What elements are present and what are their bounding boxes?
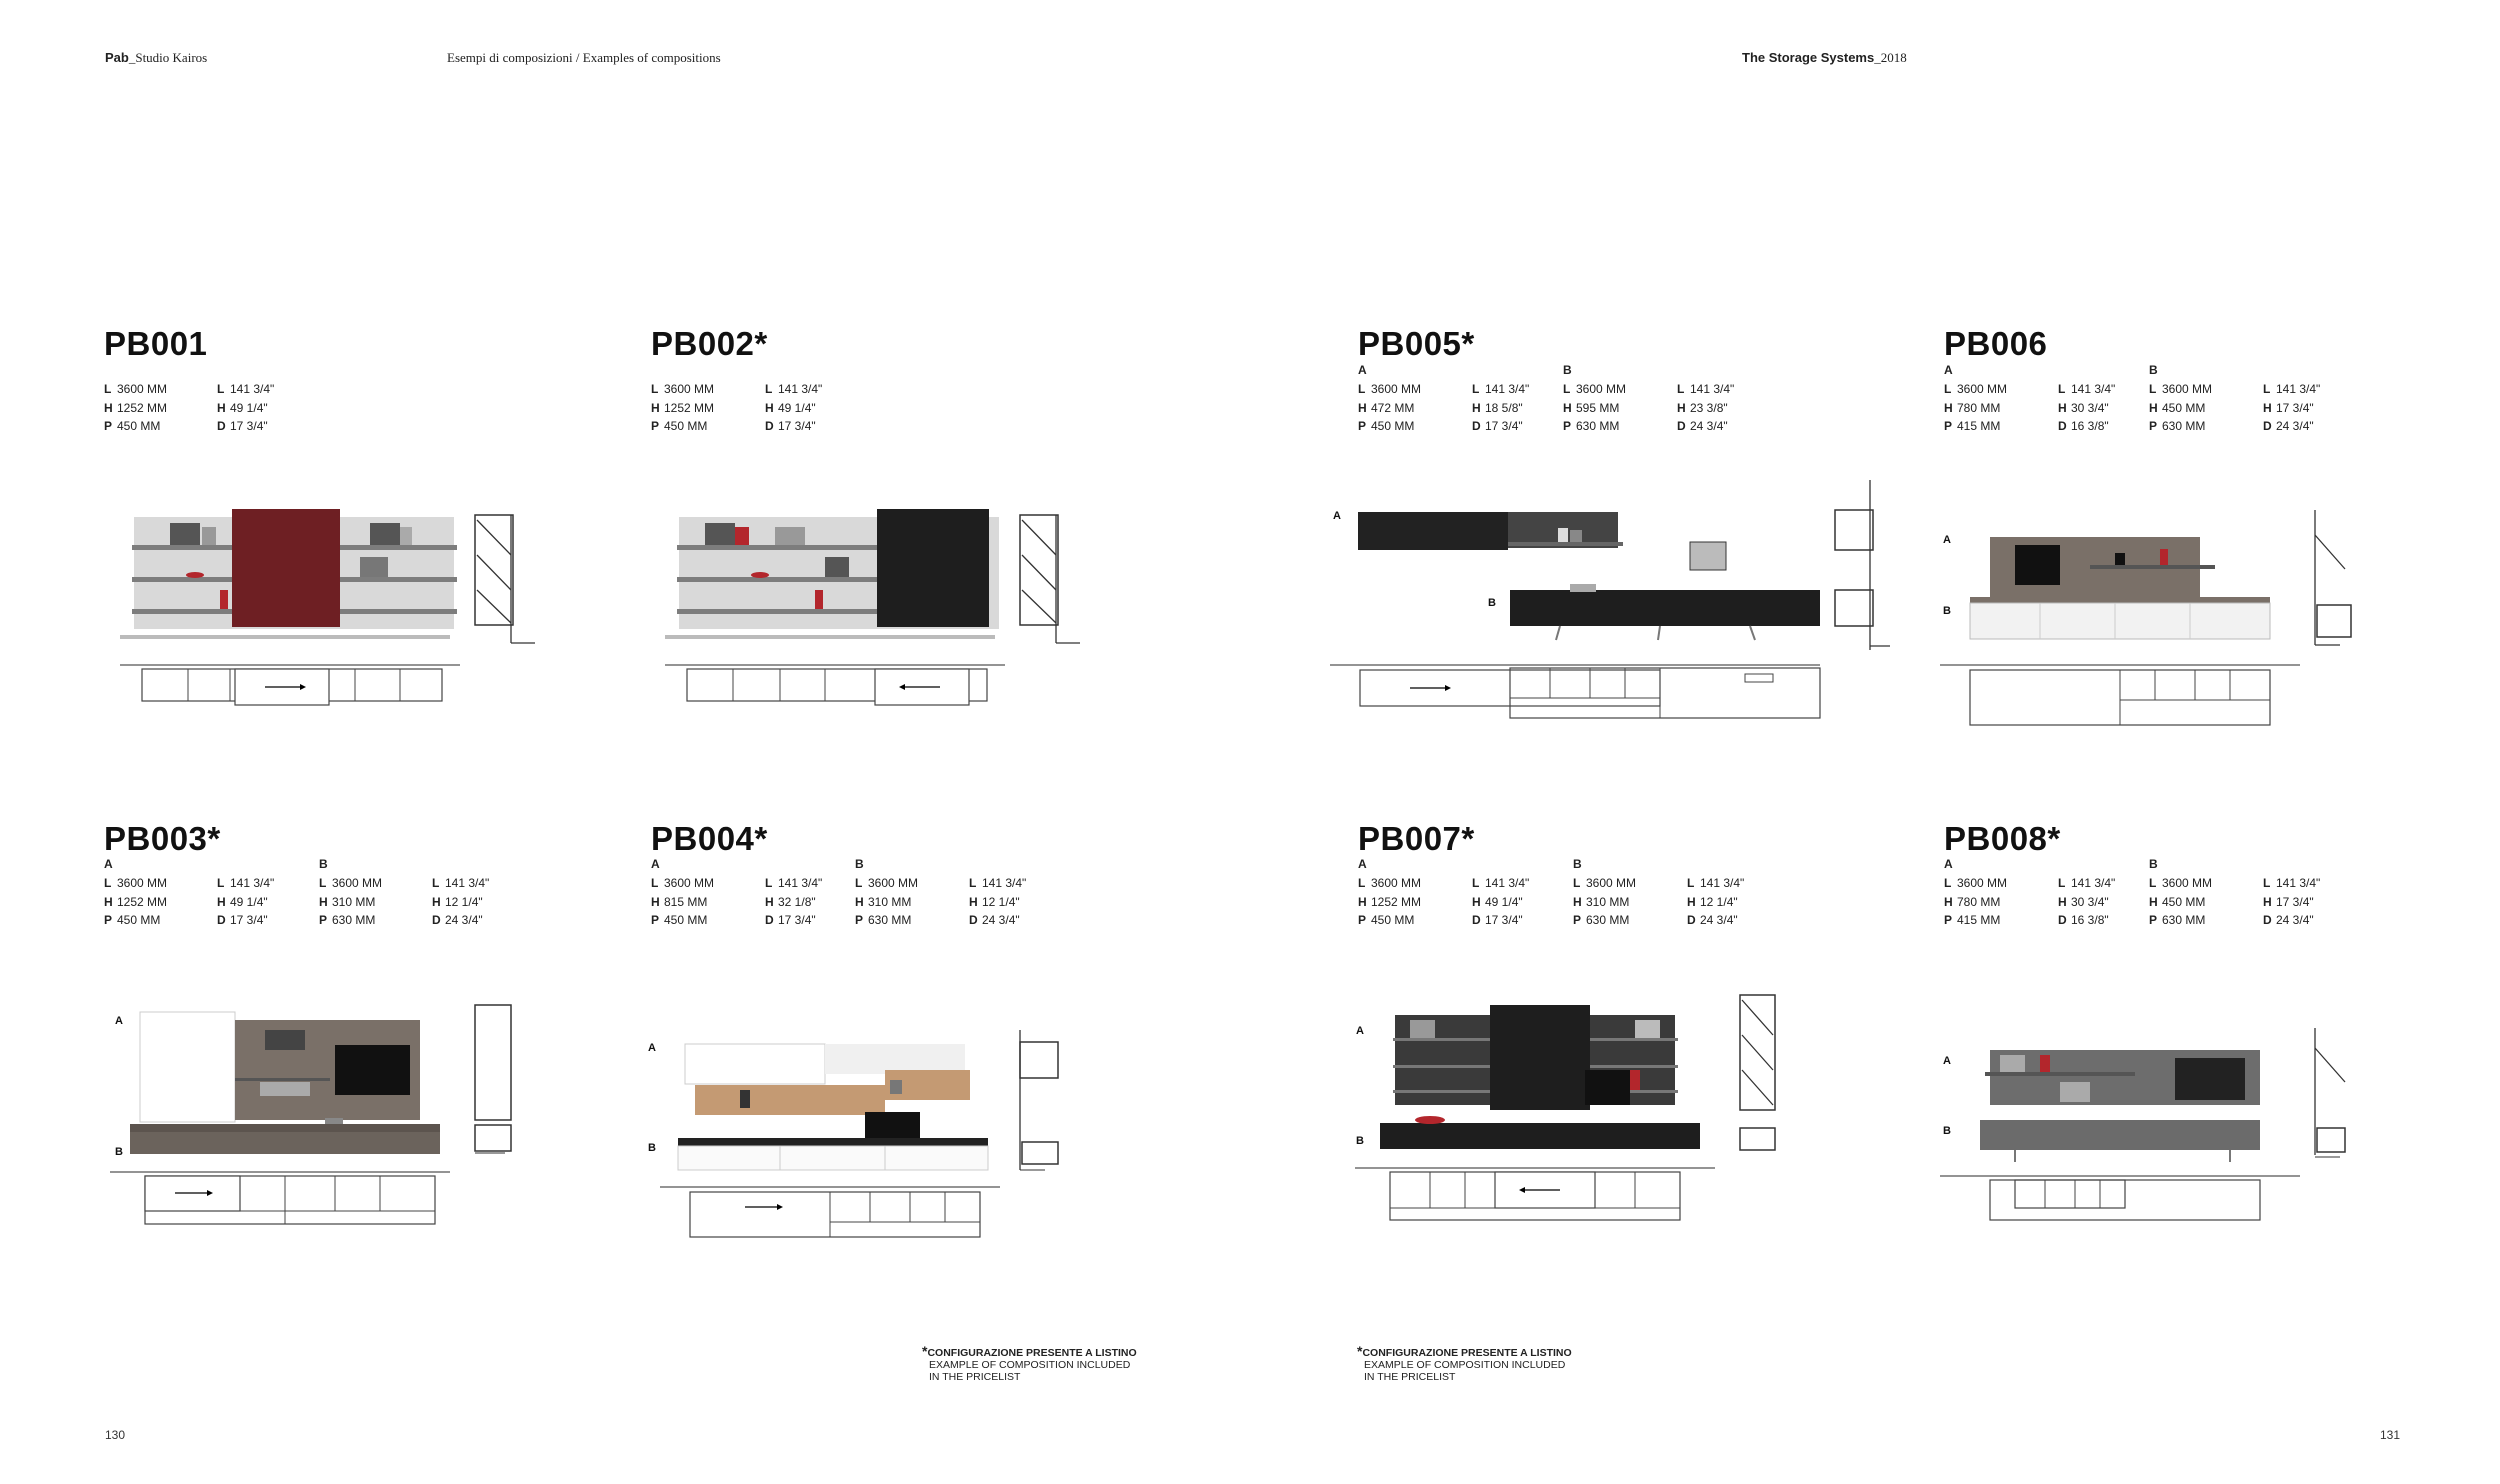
group-label (2058, 363, 2115, 377)
dimension-row: H 32 1/8" (765, 894, 816, 909)
dimension-row: D 17 3/4" (765, 419, 816, 433)
dimension-row: L 3600 MM (1944, 876, 2008, 890)
dimension-row: P 630 MM (2149, 913, 2206, 927)
group-label (104, 363, 167, 377)
composition-title: PB001 (104, 325, 208, 362)
dims-metric (1358, 857, 1421, 930)
dimension-row: H 23 3/8" (1677, 400, 1728, 415)
group-label: B (1563, 363, 1572, 377)
dimension-row: L 141 3/4" (217, 382, 275, 396)
dims-imperial (217, 857, 274, 930)
group-label (2058, 857, 2115, 871)
dims-metric (2149, 857, 2212, 930)
dims-metric (1563, 363, 1626, 436)
header-catalog: The Storage Systems_2018 (1742, 50, 1907, 65)
dims-imperial (1472, 363, 1529, 436)
group-label: A (1944, 363, 1953, 377)
dimension-row: P 630 MM (855, 913, 912, 927)
module-label-a: A (648, 1042, 656, 1054)
dimension-row: L 141 3/4" (1677, 382, 1735, 396)
dimension-row: L 3600 MM (651, 876, 715, 890)
composition-title: PB007* (1358, 820, 1475, 857)
dimension-row: H 49 1/4" (765, 400, 816, 415)
composition-title: PB004* (651, 820, 768, 857)
dimension-row: L 141 3/4" (1687, 876, 1745, 890)
dimension-row: D 24 3/4" (432, 913, 483, 927)
dims-metric (651, 857, 714, 930)
dimension-row: H 49 1/4" (217, 894, 268, 909)
group-label: B (2149, 857, 2158, 871)
dimension-row: D 17 3/4" (217, 419, 268, 433)
composition-title: PB008* (1944, 820, 2061, 857)
dims-metric (651, 363, 714, 436)
dimension-row: H 1252 MM (104, 400, 168, 415)
dimension-row: H 12 1/4" (432, 894, 483, 909)
dims-metric (319, 857, 382, 930)
dimension-row: D 16 3/8" (2058, 913, 2109, 927)
dimension-row: L 141 3/4" (765, 876, 823, 890)
dimension-row: H 49 1/4" (1472, 894, 1523, 909)
header-brand: Pab_Studio Kairos (105, 50, 208, 65)
dimension-row: H 310 MM (319, 894, 376, 909)
module-label-a: A (1333, 510, 1341, 522)
dimension-row: L 3600 MM (651, 382, 715, 396)
dims-imperial (432, 857, 489, 930)
module-label-a: A (1356, 1025, 1364, 1037)
dimension-row: L 141 3/4" (432, 876, 490, 890)
dimension-row: D 17 3/4" (1472, 913, 1523, 927)
dimension-row: H 1252 MM (104, 894, 168, 909)
dimension-row: H 815 MM (651, 894, 708, 909)
group-label (1677, 363, 1734, 377)
dimension-row: D 17 3/4" (765, 913, 816, 927)
composition-illustration (665, 505, 1105, 705)
dimension-row: H 1252 MM (651, 400, 715, 415)
dimension-row: H 12 1/4" (1687, 894, 1738, 909)
dimension-row: L 141 3/4" (969, 876, 1027, 890)
dimension-row: P 630 MM (2149, 419, 2206, 433)
dimension-row: D 16 3/8" (2058, 419, 2109, 433)
dimension-row: L 3600 MM (2149, 876, 2213, 890)
group-label: A (1358, 363, 1367, 377)
dimension-row: H 12 1/4" (969, 894, 1020, 909)
dimension-row: H 1252 MM (1358, 894, 1422, 909)
dimension-row: L 3600 MM (855, 876, 919, 890)
dims-metric (1944, 363, 2007, 436)
dimension-row: H 450 MM (2149, 400, 2206, 415)
dimension-row: H 17 3/4" (2263, 894, 2314, 909)
pricelist-note: *CONFIGURAZIONE PRESENTE A LISTINO EXAMPLE OF COMPOSITION INCLUDED IN THE PRICELIST (922, 1343, 1137, 1383)
group-label (432, 857, 489, 871)
dims-metric (1358, 363, 1421, 436)
group-label: A (1944, 857, 1953, 871)
dimension-row: L 3600 MM (1358, 382, 1422, 396)
dimension-row: L 3600 MM (104, 876, 168, 890)
group-label: B (319, 857, 328, 871)
group-label: A (104, 857, 113, 871)
page-number-left: 130 (105, 1428, 126, 1442)
dimension-row: D 24 3/4" (1677, 419, 1728, 433)
dimension-row: D 17 3/4" (1472, 419, 1523, 433)
dimension-row: L 141 3/4" (1472, 876, 1530, 890)
dimension-row: P 450 MM (651, 913, 708, 927)
group-label (765, 857, 822, 871)
dims-metric (104, 363, 167, 436)
dims-imperial (1677, 363, 1734, 436)
group-label (651, 363, 714, 377)
composition-illustration (1355, 990, 1815, 1250)
dims-imperial (765, 363, 822, 436)
dimension-row: P 450 MM (651, 419, 708, 433)
dimension-row: H 30 3/4" (2058, 400, 2109, 415)
dims-imperial (2263, 857, 2320, 930)
dims-imperial (1472, 857, 1529, 930)
dimension-row: L 141 3/4" (2263, 876, 2321, 890)
dims-imperial (2058, 363, 2115, 436)
dimension-row: P 630 MM (1573, 913, 1630, 927)
dimension-row: L 141 3/4" (2058, 382, 2116, 396)
composition-illustration (1940, 505, 2400, 735)
dims-imperial (1687, 857, 1744, 930)
dims-metric (1573, 857, 1636, 930)
dimension-row: H 472 MM (1358, 400, 1415, 415)
dimension-row: P 415 MM (1944, 419, 2001, 433)
composition-illustration (110, 1000, 570, 1250)
dims-imperial (2058, 857, 2115, 930)
dimension-row: H 310 MM (855, 894, 912, 909)
group-label: B (1573, 857, 1582, 871)
composition-title: PB005* (1358, 325, 1475, 362)
pricelist-note: *CONFIGURAZIONE PRESENTE A LISTINO EXAMPLE OF COMPOSITION INCLUDED IN THE PRICELIST (1357, 1343, 1572, 1383)
dimension-row: D 24 3/4" (2263, 419, 2314, 433)
dimension-row: P 630 MM (1563, 419, 1620, 433)
dims-metric (2149, 363, 2212, 436)
dimension-row: D 24 3/4" (1687, 913, 1738, 927)
dimension-row: L 141 3/4" (765, 382, 823, 396)
dims-imperial (217, 363, 274, 436)
dimension-row: L 141 3/4" (1472, 382, 1530, 396)
dimension-row: L 141 3/4" (2263, 382, 2321, 396)
group-label: B (855, 857, 864, 871)
dims-imperial (2263, 363, 2320, 436)
composition-title: PB006 (1944, 325, 2048, 362)
composition-illustration (1940, 1020, 2400, 1250)
dimension-row: D 24 3/4" (969, 913, 1020, 927)
composition-illustration (120, 505, 560, 705)
dimension-row: L 3600 MM (2149, 382, 2213, 396)
module-label-a: A (1943, 1055, 1951, 1067)
dimension-row: H 17 3/4" (2263, 400, 2314, 415)
group-label (2263, 857, 2320, 871)
group-label (1472, 857, 1529, 871)
dimension-row: H 450 MM (2149, 894, 2206, 909)
dimension-row: L 141 3/4" (2058, 876, 2116, 890)
dims-metric (1944, 857, 2007, 930)
dimension-row: H 30 3/4" (2058, 894, 2109, 909)
group-label: B (2149, 363, 2158, 377)
dims-imperial (969, 857, 1026, 930)
group-label (217, 857, 274, 871)
dimension-row: H 780 MM (1944, 400, 2001, 415)
module-label-b: B (1356, 1135, 1364, 1147)
group-label (1472, 363, 1529, 377)
module-label-b: B (115, 1146, 123, 1158)
dimension-row: P 450 MM (1358, 419, 1415, 433)
dimension-row: D 24 3/4" (2263, 913, 2314, 927)
dimension-row: P 450 MM (104, 913, 161, 927)
dimension-row: L 3600 MM (1563, 382, 1627, 396)
dimension-row: P 630 MM (319, 913, 376, 927)
composition-illustration (660, 1030, 1120, 1250)
module-label-a: A (115, 1015, 123, 1027)
group-label: A (1358, 857, 1367, 871)
dimension-row: H 595 MM (1563, 400, 1620, 415)
group-label: A (651, 857, 660, 871)
dimension-row: L 3600 MM (1358, 876, 1422, 890)
dimension-row: P 415 MM (1944, 913, 2001, 927)
dimension-row: H 49 1/4" (217, 400, 268, 415)
dimension-row: P 450 MM (104, 419, 161, 433)
header-section: Esempi di composizioni / Examples of compositions (447, 50, 721, 65)
dims-imperial (765, 857, 822, 930)
group-label (1687, 857, 1744, 871)
composition-title: PB002* (651, 325, 768, 362)
dimension-row: L 3600 MM (104, 382, 168, 396)
page-number-right: 131 (2380, 1428, 2401, 1442)
dimension-row: D 17 3/4" (217, 913, 268, 927)
dimension-row: L 3600 MM (319, 876, 383, 890)
module-label-b: B (1943, 605, 1951, 617)
dims-metric (855, 857, 918, 930)
composition-illustration (1330, 480, 1910, 730)
module-label-a: A (1943, 534, 1951, 546)
dimension-row: P 450 MM (1358, 913, 1415, 927)
group-label (217, 363, 274, 377)
dims-metric (104, 857, 167, 930)
dimension-row: H 780 MM (1944, 894, 2001, 909)
group-label (765, 363, 822, 377)
dimension-row: L 141 3/4" (217, 876, 275, 890)
dimension-row: H 18 5/8" (1472, 400, 1523, 415)
module-label-b: B (1488, 597, 1496, 609)
composition-title: PB003* (104, 820, 221, 857)
group-label (2263, 363, 2320, 377)
module-label-b: B (648, 1142, 656, 1154)
dimension-row: L 3600 MM (1573, 876, 1637, 890)
group-label (969, 857, 1026, 871)
dimension-row: L 3600 MM (1944, 382, 2008, 396)
dimension-row: H 310 MM (1573, 894, 1630, 909)
module-label-b: B (1943, 1125, 1951, 1137)
